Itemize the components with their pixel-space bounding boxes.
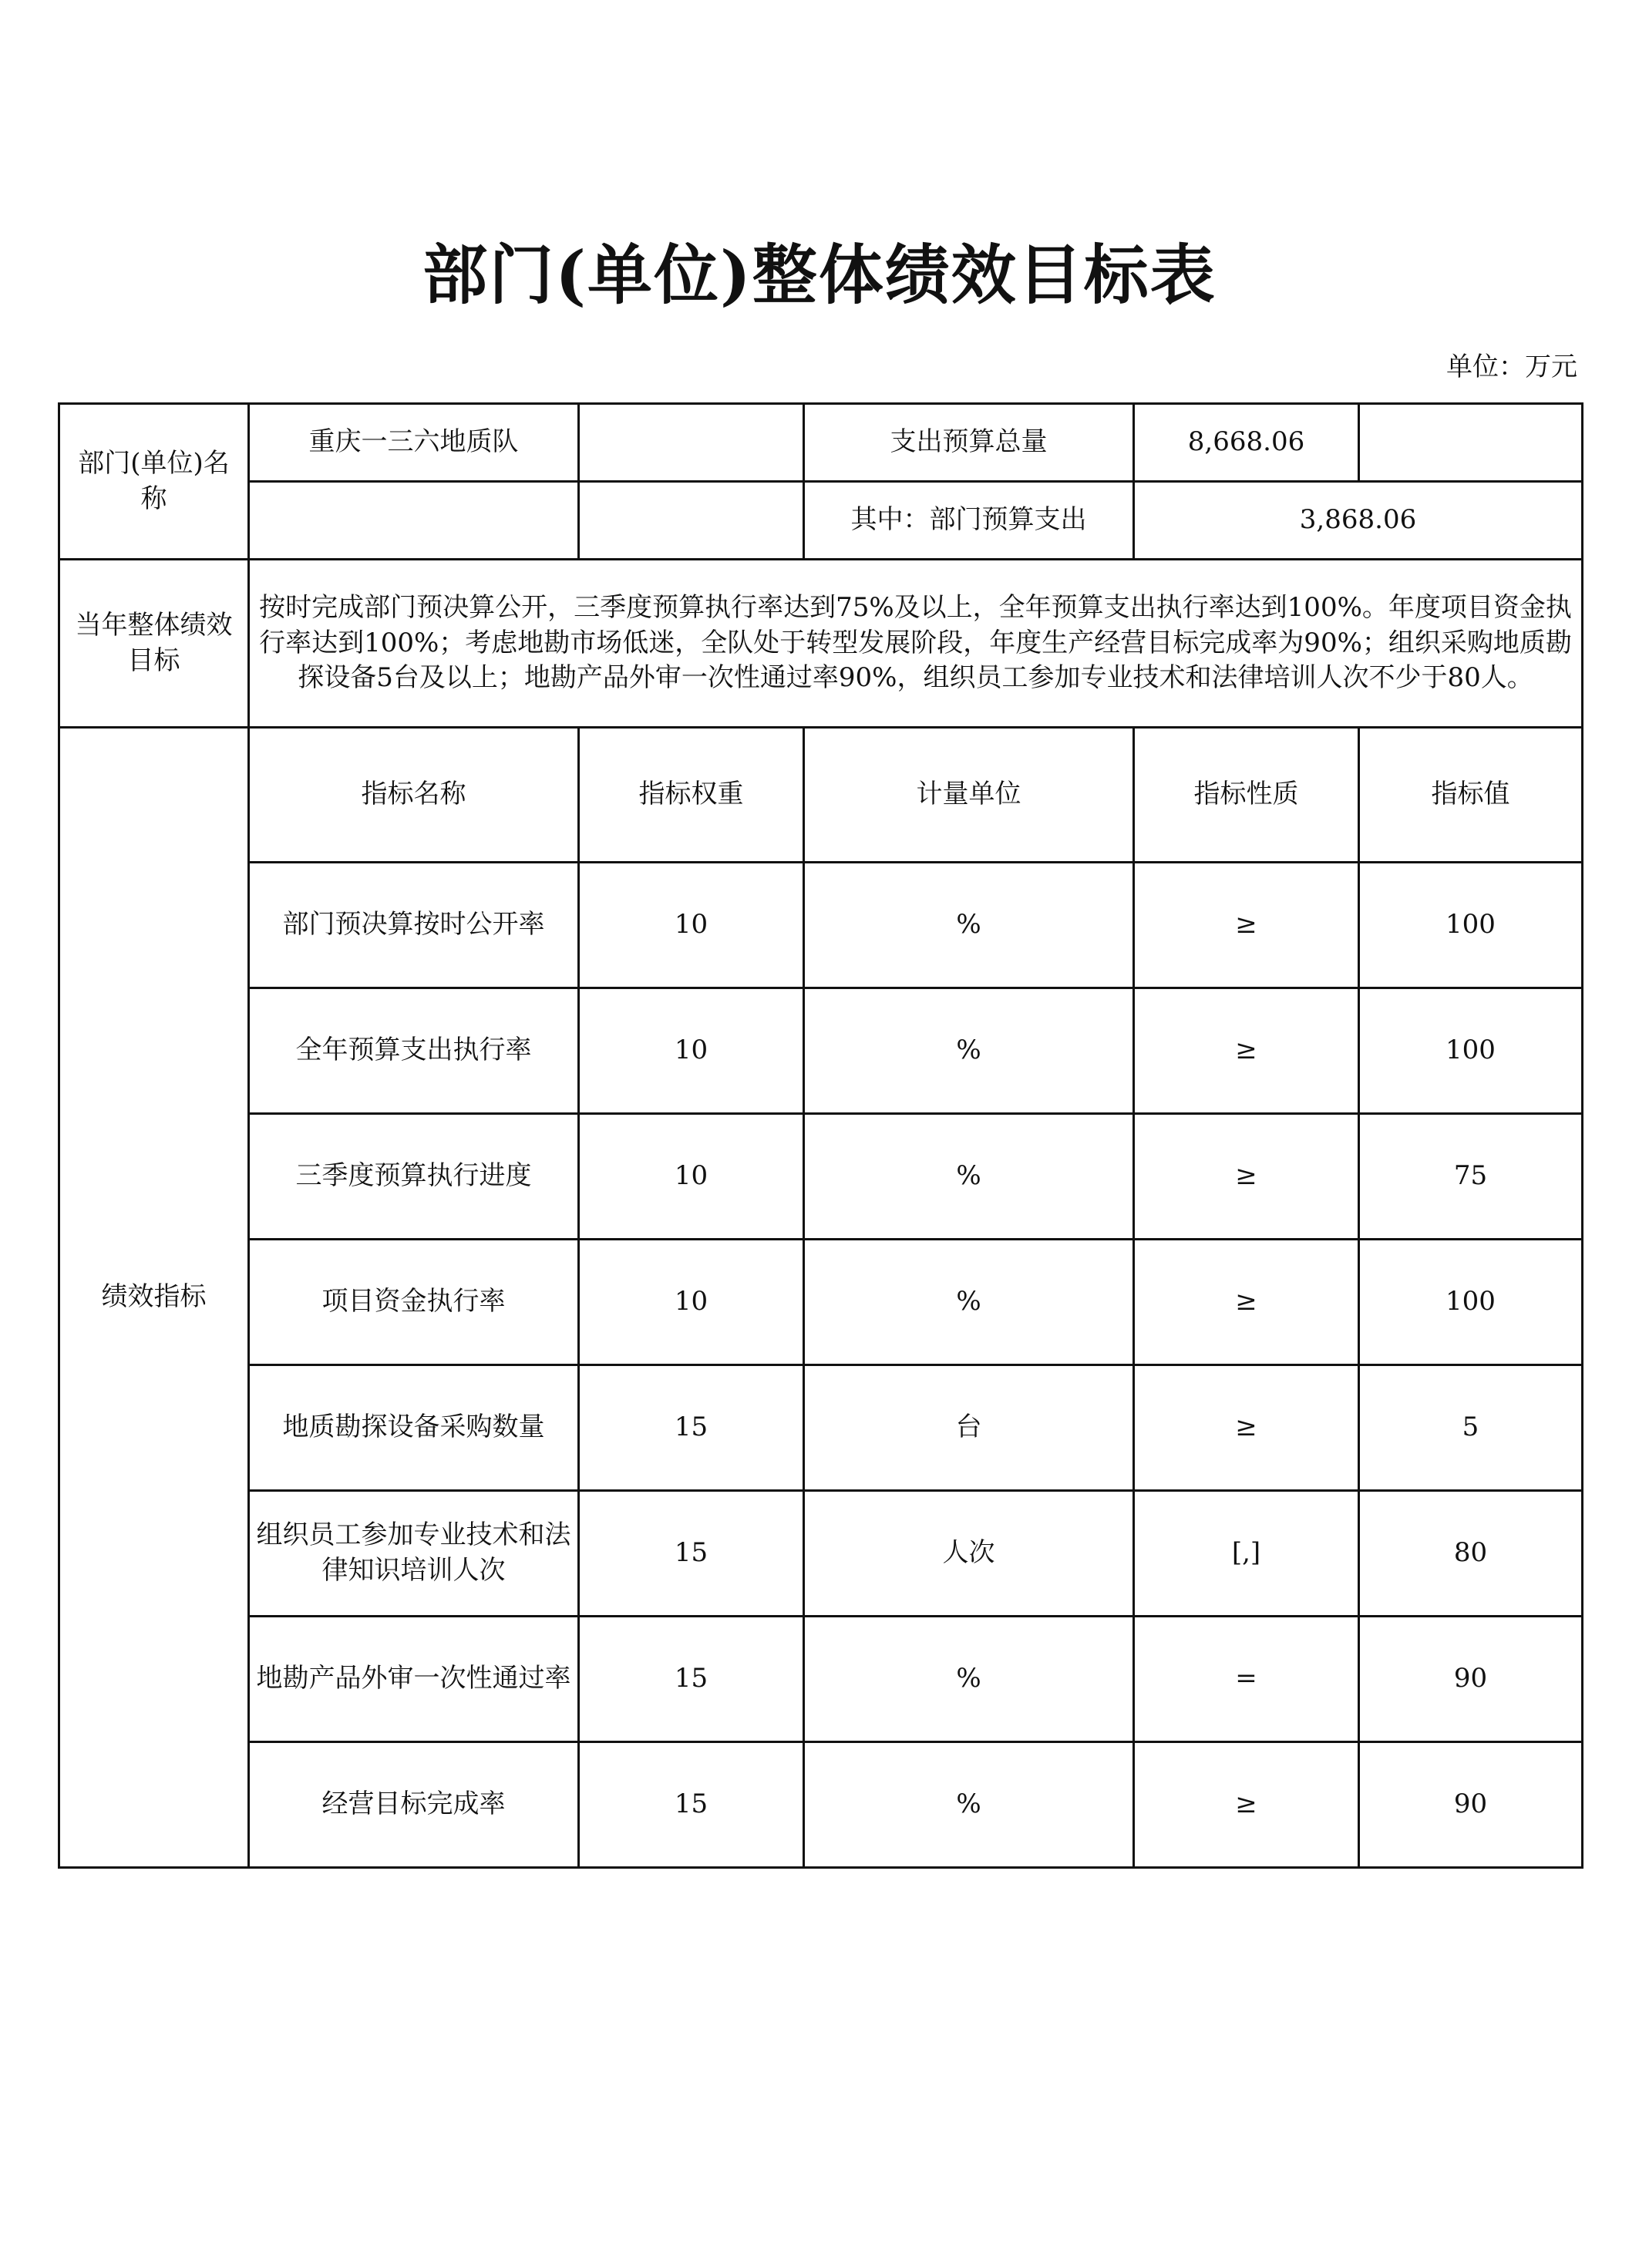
table-row (59, 1240, 1583, 1365)
performance-table (58, 402, 1583, 1869)
table-row (59, 988, 1583, 1114)
empty-cell (579, 404, 804, 482)
indicator-unit: % (804, 1240, 1134, 1365)
indicator-unit: % (804, 863, 1134, 988)
indicator-name: 经营目标完成率 (249, 1742, 579, 1868)
indicator-weight: 15 (579, 1617, 804, 1742)
column-header: 指标权重 (579, 728, 804, 863)
indicator-value: 90 (1359, 1617, 1583, 1742)
indicator-nature: ≥ (1134, 988, 1359, 1114)
indicator-nature: ≥ (1134, 1365, 1359, 1491)
indicator-weight: 15 (579, 1491, 804, 1617)
dept-label: 部门(单位)名称 (59, 404, 249, 560)
table-row (59, 863, 1583, 988)
indicator-weight: 15 (579, 1742, 804, 1868)
table-row (59, 1617, 1583, 1742)
indicator-weight: 10 (579, 1240, 804, 1365)
dept-name: 重庆一三六地质队 (249, 404, 579, 482)
table-row (59, 1491, 1583, 1617)
column-header: 计量单位 (804, 728, 1134, 863)
indicators-section-label: 绩效指标 (59, 728, 249, 1868)
indicator-name: 部门预决算按时公开率 (249, 863, 579, 988)
indicator-name: 组织员工参加专业技术和法律知识培训人次 (249, 1491, 579, 1617)
goal-text: 按时完成部门预决算公开，三季度预算执行率达到75%及以上，全年预算支出执行率达到100%。年度项目资金执行率达到100%；考虑地勘市场低迷，全队处于转型发展阶段，年度生产经营目标完成率为90%；组织采购地质勘探设备5台及以上；地勘产品外审一次性通过率90%，组织员工参加专业技术和法律培训人次不少于80人。 (249, 560, 1583, 728)
indicator-nature: ≥ (1134, 1240, 1359, 1365)
indicator-value: 80 (1359, 1491, 1583, 1617)
indicator-value: 75 (1359, 1114, 1583, 1240)
table-row (59, 1742, 1583, 1868)
empty-cell (579, 482, 804, 560)
unit-label: 单位：万元 (1446, 352, 1577, 382)
empty-cell (249, 482, 579, 560)
indicator-nature: [,] (1134, 1491, 1359, 1617)
indicator-value: 100 (1359, 863, 1583, 988)
indicator-value: 5 (1359, 1365, 1583, 1491)
indicator-nature: = (1134, 1617, 1359, 1742)
indicator-name: 三季度预算执行进度 (249, 1114, 579, 1240)
indicator-weight: 10 (579, 1114, 804, 1240)
indicator-unit: % (804, 1742, 1134, 1868)
indicator-name: 地质勘探设备采购数量 (249, 1365, 579, 1491)
sub-budget-value: 3,868.06 (1134, 482, 1583, 560)
indicator-nature: ≥ (1134, 1114, 1359, 1240)
page-title: 部门(单位)整体绩效目标表 (422, 237, 1217, 313)
indicator-nature: ≥ (1134, 863, 1359, 988)
indicator-unit: 人次 (804, 1491, 1134, 1617)
indicator-unit: % (804, 1617, 1134, 1742)
total-budget-label: 支出预算总量 (804, 404, 1134, 482)
indicator-weight: 10 (579, 988, 804, 1114)
column-header: 指标性质 (1134, 728, 1359, 863)
indicator-unit: % (804, 988, 1134, 1114)
table-row (59, 1114, 1583, 1240)
indicator-unit: % (804, 1114, 1134, 1240)
column-header: 指标名称 (249, 728, 579, 863)
indicator-weight: 15 (579, 1365, 804, 1491)
total-budget-value: 8,668.06 (1134, 404, 1359, 482)
indicator-name: 地勘产品外审一次性通过率 (249, 1617, 579, 1742)
indicator-value: 100 (1359, 988, 1583, 1114)
indicator-nature: ≥ (1134, 1742, 1359, 1868)
goal-label: 当年整体绩效目标 (59, 560, 249, 728)
indicator-value: 90 (1359, 1742, 1583, 1868)
column-header: 指标值 (1359, 728, 1583, 863)
indicator-name: 全年预算支出执行率 (249, 988, 579, 1114)
table-row (59, 1365, 1583, 1491)
indicator-unit: 台 (804, 1365, 1134, 1491)
indicator-value: 100 (1359, 1240, 1583, 1365)
indicator-name: 项目资金执行率 (249, 1240, 579, 1365)
indicator-weight: 10 (579, 863, 804, 988)
empty-cell (1359, 404, 1583, 482)
sub-budget-label: 其中：部门预算支出 (804, 482, 1134, 560)
